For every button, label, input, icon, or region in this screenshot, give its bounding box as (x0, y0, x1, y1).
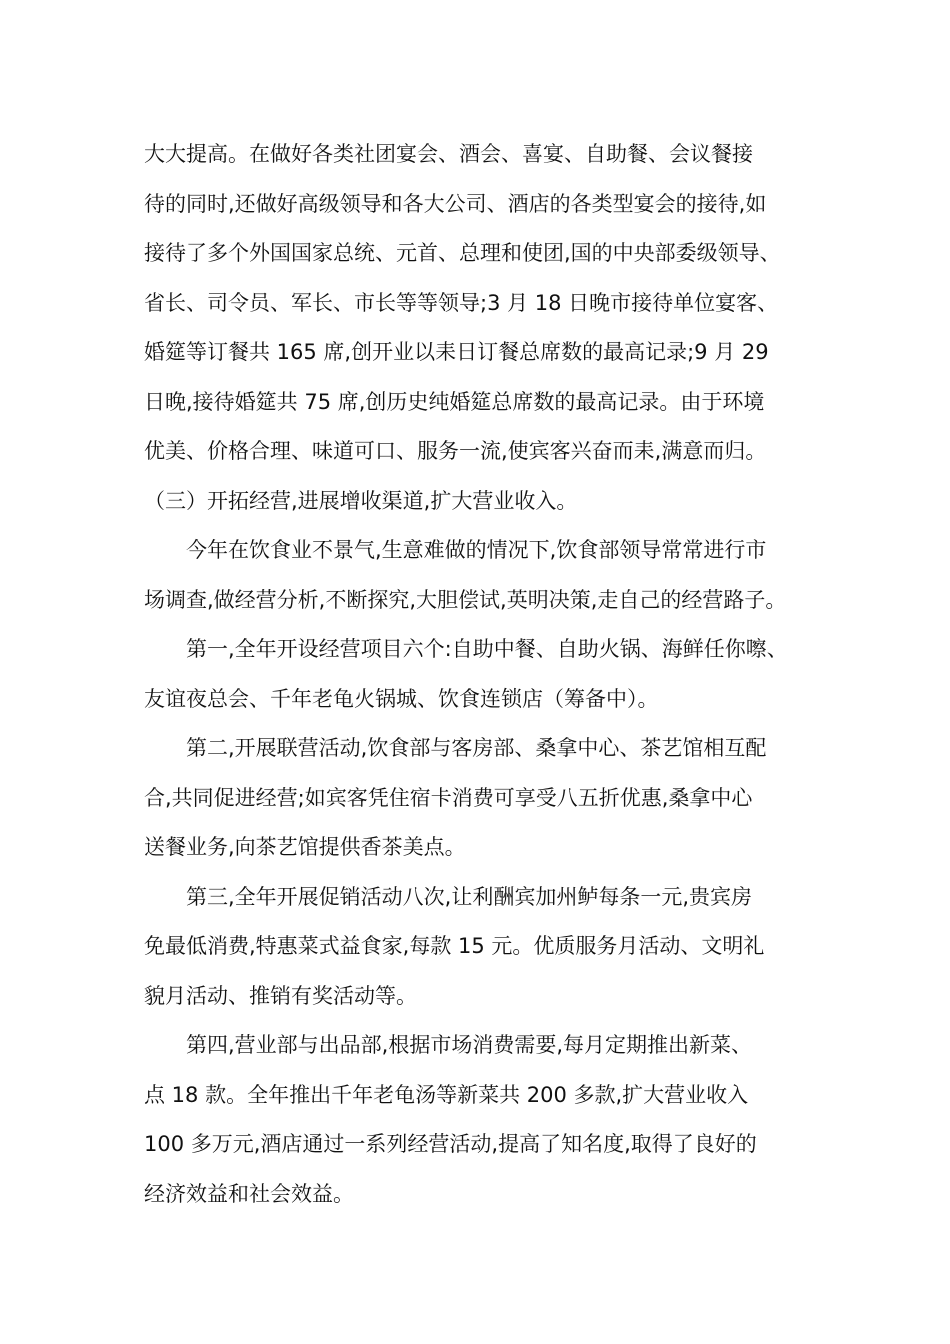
text-line: （三）开拓经营,进展增收渠道,扩大营业收入。 (144, 488, 578, 513)
text-line: 日晚,接待婚筵共 75 席,创历史纯婚筵总席数的最高记录。由于环境 (144, 389, 765, 414)
text-line: 第四,营业部与出品部,根据市场消费需要,每月定期推出新菜、 (186, 1033, 753, 1057)
text-line: 婚筵等订餐共 165 席,创开业以耒日订餐总席数的最高记录;9 月 29 (144, 340, 769, 364)
text-line: 免最低消费,特惠菜式益食家,每款 15 元。优质服务月活动、文明礼 (144, 934, 765, 958)
text-line: 第一,全年开设经营项目六个:自助中餐、自助火锅、海鲜任你嚓、 (186, 637, 788, 661)
text-line: 第二,开展联营活动,饮食部与客房部、桑拿中心、茶艺馆相互配 (186, 736, 767, 760)
text-line: 优美、价格合理、味道可口、服务一流,使宾客兴奋而耒,满意而归。 (144, 439, 767, 463)
paragraph-reception (144, 130, 834, 477)
text-line: 经济效益和社会效益。 (144, 1181, 354, 1206)
text-line: 第三,全年开展促销活动八次,让利酬宾加州鲈每条一元,贵宾房 (186, 884, 753, 909)
text-line: 合,共同促进经营;如宾客凭住宿卡消费可享受八五折优惠,桑拿中心 (144, 785, 753, 810)
paragraph-market-research (144, 526, 834, 625)
text-line: 场调查,做经营分析,不断探究,大胆偿试,英明决策,走自己的经营路子。 (144, 587, 787, 612)
text-line: 100 多万元,酒店通过一系列经营活动,提高了知名度,取得了良好的 (144, 1132, 757, 1156)
text-line: 貌月活动、推销有奖活动等。 (144, 983, 417, 1008)
document-body (144, 130, 834, 1219)
text-line: 今年在饮食业不景气,生意难做的情况下,饮食部领导常常进行市 (186, 538, 767, 562)
text-line: 接待了多个外国国家总统、元首、总理和使团,国的中央部委级领导、 (144, 241, 781, 265)
paragraph-item-second (144, 724, 834, 873)
text-line: 送餐业务,向茶艺馆提供香茶美点。 (144, 835, 466, 859)
paragraph-item-fourth (144, 1021, 834, 1219)
text-line: 省长、司令员、军长、市长等等领导;3 月 18 日晚市接待单位宴客、 (144, 290, 779, 315)
section-heading-three (144, 477, 834, 527)
text-line: 大大提高。在做好各类社团宴会、酒会、喜宴、自助餐、会议餐接 (144, 142, 753, 166)
text-line: 点 18 款。全年推出千年老龟汤等新菜共 200 多款,扩大营业收入 (144, 1082, 749, 1107)
text-line: 友谊夜总会、千年老龟火锅城、饮食连锁店（筹备中）。 (144, 686, 659, 711)
text-line: 待的同时,还做好高级领导和各大公司、酒店的各类型宴会的接待,如 (144, 191, 767, 216)
paragraph-item-first (144, 625, 834, 724)
paragraph-item-third (144, 873, 834, 1022)
